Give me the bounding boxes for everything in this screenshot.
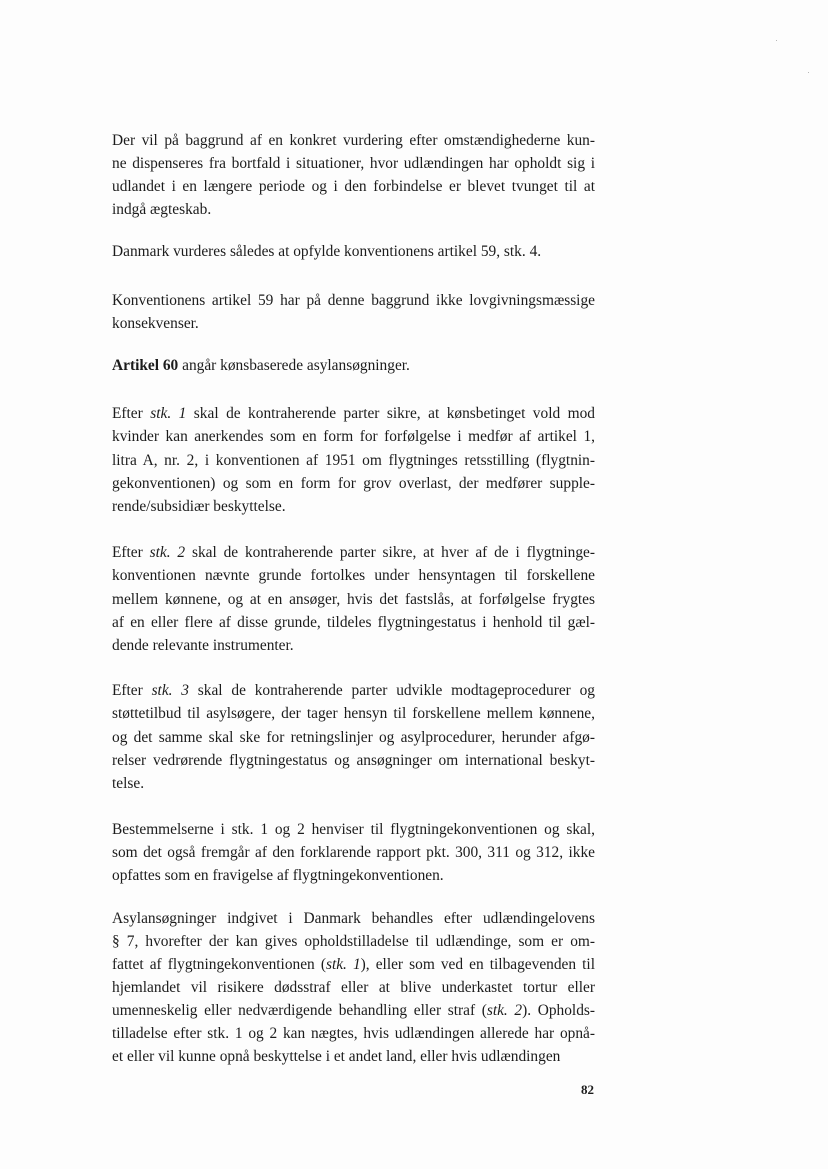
text-line: opfattes som en fravigelse af flygtningekonventionen. <box>112 867 444 884</box>
text-line <box>112 1001 595 1021</box>
text-line <box>112 955 595 975</box>
text-line: et eller vil kunne opnå beskyttelse i et andet land, eller hvis udlændingen <box>112 1048 561 1065</box>
text-line: gekonventionen) og som en form for grov overlast, der medfører supple- <box>112 474 595 492</box>
text-line: telse. <box>112 775 145 793</box>
text-line: støttetilbud til asylsøgere, der tager hensyn til forskellene mellem kønnene, <box>112 705 595 723</box>
text-run: fattet af flygtningekonventionen ( <box>112 956 326 973</box>
italic-reference: stk. 1 <box>325 956 361 973</box>
text-line: hjemlandet vil risikere dødsstraf eller at blive underkastet tortur eller <box>112 979 595 996</box>
text-run: Efter <box>112 544 150 561</box>
text-line: og det samme skal ske for retningslinjer og asylprocedurer, herunder afgø- <box>112 728 595 746</box>
text-line <box>112 681 595 701</box>
text-line: som det også fremgår af den forklarende rapport pkt. 300, 311 og 312, ikke <box>112 844 595 861</box>
scan-speck <box>808 72 809 73</box>
scan-speck <box>776 40 777 41</box>
text-line: rende/subsidiær beskyttelse. <box>112 498 286 516</box>
text-line: af en eller flere af disse grunde, tildeles flygtningestatus i henhold til gæl- <box>112 613 595 631</box>
text-line: Konventionens artikel 59 har på denne baggrund ikke lovgivningsmæssige <box>112 292 595 309</box>
text-line: relser vedrørende flygtningestatus og ansøgninger om international beskyt- <box>112 751 595 769</box>
text-run: ), eller som ved en tilbagevenden til <box>360 956 595 973</box>
text-line: indgå ægteskab. <box>112 201 212 218</box>
italic-reference: stk. 1 <box>150 405 187 422</box>
text-run: umenneskelig eller nedværdigende behandling eller straf ( <box>112 1002 487 1019</box>
italic-reference: stk. 2 <box>486 1002 523 1019</box>
text-line: tilladelse efter stk. 1 og 2 kan nægtes, hvis udlændingen allerede har opnå- <box>112 1025 595 1042</box>
text-run: skal de kontraherende parter sikre, at hver af de i flygtninge- <box>185 544 595 561</box>
text-line: dende relevante instrumenter. <box>112 637 294 655</box>
text-run: angår kønsbaserede asylansøgninger. <box>178 357 410 374</box>
text-run: skal de kontraherende parter udvikle modtageprocedurer og <box>189 682 595 699</box>
italic-reference: stk. 3 <box>151 682 189 699</box>
text-line <box>112 404 595 424</box>
italic-reference: stk. 2 <box>149 544 186 561</box>
text-line: Danmark vurderes således at opfylde konventionens artikel 59, stk. 4. <box>112 243 542 260</box>
text-run: ). Opholds- <box>522 1002 595 1019</box>
text-line: kvinder kan anerkendes som en form for forfølgelse i medfør af artikel 1, <box>112 428 595 446</box>
text-line: litra A, nr. 2, i konventionen af 1951 om flygtninges retsstilling (flygtnin- <box>112 451 595 469</box>
text-line <box>112 543 595 563</box>
text-line: Bestemmelserne i stk. 1 og 2 henviser til flygtningekonventionen og skal, <box>112 821 595 838</box>
text-line: konsekvenser. <box>112 315 199 332</box>
text-line: mellem kønnene, og at en ansøger, hvis det fastslås, at forfølgelse frygtes <box>112 590 595 608</box>
text-line: udlandet i en længere periode og i den forbindelse er blevet tvunget til at <box>112 178 595 195</box>
text-run: Efter <box>112 682 152 699</box>
text-line: Asylansøgninger indgivet i Danmark behandles efter udlændingelovens <box>112 910 595 927</box>
page-number: 82 <box>581 1082 594 1097</box>
text-line: konventionen nævnte grunde fortolkes under hensyntagen til forskellene <box>112 567 595 585</box>
text-line <box>112 356 595 376</box>
text-line: ne dispenseres fra bortfald i situationer, hvor udlændingen har opholdt sig i <box>112 155 595 172</box>
text-line: § 7, hvorefter der kan gives opholdstilladelse til udlændinge, som er om- <box>112 933 595 950</box>
text-run: Efter <box>112 405 151 422</box>
text-line: Der vil på baggrund af en konkret vurdering efter omstændighederne kun- <box>112 132 595 149</box>
article-heading: Artikel 60 <box>112 357 179 374</box>
text-run: skal de kontraherende parter sikre, at kønsbetinget vold mod <box>186 405 595 422</box>
